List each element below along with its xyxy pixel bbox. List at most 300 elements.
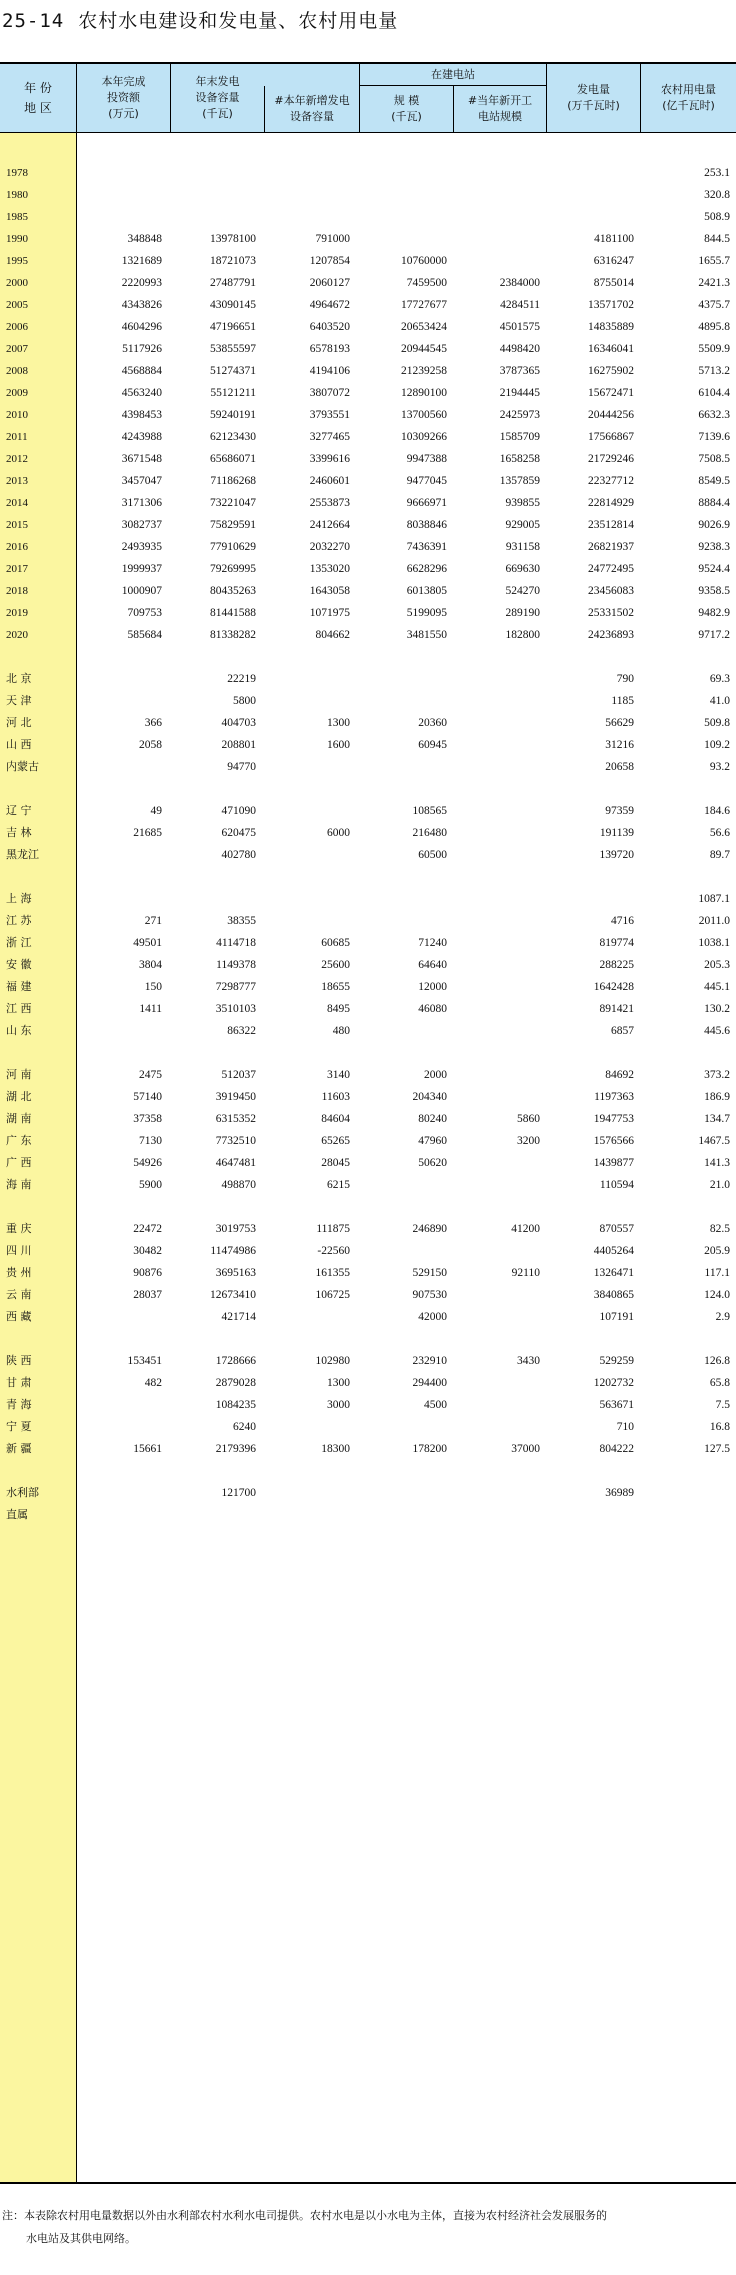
region-label: 湖 北 — [6, 1090, 32, 1103]
consumption-cell: 65.8 — [709, 1377, 730, 1389]
capacity-cell: 471090 — [221, 805, 256, 817]
consumption-cell: 9482.9 — [698, 607, 730, 619]
investment-cell: 4568884 — [121, 365, 162, 377]
capacity-cell: 2879028 — [215, 1377, 256, 1389]
region-row — [0, 844, 736, 866]
consumption-cell: 69.3 — [709, 673, 730, 685]
region-label: 福 建 — [6, 980, 32, 993]
year-label: 1985 — [6, 211, 28, 223]
investment-cell: 150 — [144, 981, 162, 993]
investment-cell: 3671548 — [121, 453, 162, 465]
capacity-new-cell: 804662 — [315, 629, 350, 641]
construction-scale-cell: 216480 — [412, 827, 447, 839]
header-divider — [170, 64, 171, 132]
investment-cell: 271 — [144, 915, 162, 927]
consumption-cell: 4375.7 — [698, 299, 730, 311]
generation-cell: 31216 — [605, 739, 634, 751]
header-divider — [546, 64, 547, 132]
investment-cell: 49 — [150, 805, 162, 817]
construction-new-cell: 2425973 — [499, 409, 540, 421]
capacity-cell: 620475 — [221, 827, 256, 839]
capacity-cell: 208801 — [221, 739, 256, 751]
header-consumption-line1: 农村用电量 — [661, 83, 716, 96]
capacity-new-cell: 1071975 — [309, 607, 350, 619]
capacity-cell: 512037 — [221, 1069, 256, 1081]
consumption-cell: 124.0 — [704, 1289, 730, 1301]
consumption-cell: 89.7 — [709, 849, 730, 861]
construction-scale-cell: 12890100 — [401, 387, 447, 399]
year-label: 2005 — [6, 299, 28, 311]
consumption-cell: 7508.5 — [698, 453, 730, 465]
region-label: 四 川 — [6, 1244, 32, 1257]
capacity-cell: 75829591 — [210, 519, 256, 531]
consumption-cell: 5713.2 — [698, 365, 730, 377]
header-generation-line2: (万千瓦时) — [567, 99, 620, 112]
capacity-new-cell: 1207854 — [309, 255, 350, 267]
region-label: 内蒙古 — [6, 760, 39, 773]
capacity-cell: 421714 — [221, 1311, 256, 1323]
region-row — [0, 1416, 736, 1438]
generation-cell: 8755014 — [593, 277, 634, 289]
year-label: 2014 — [6, 497, 28, 509]
consumption-cell: 9358.5 — [698, 585, 730, 597]
year-row — [0, 250, 736, 272]
header-capacity-line2: 设备容量 — [195, 91, 240, 104]
capacity-cell: 13978100 — [210, 233, 256, 245]
investment-cell: 54926 — [133, 1157, 162, 1169]
capacity-new-cell: 3807072 — [309, 387, 350, 399]
capacity-new-cell: 65265 — [321, 1135, 350, 1147]
year-label: 1995 — [6, 255, 28, 267]
construction-scale-cell: 246890 — [412, 1223, 447, 1235]
consumption-cell: 1467.5 — [698, 1135, 730, 1147]
table-number: 25-14 — [2, 10, 65, 32]
capacity-new-cell: 6215 — [327, 1179, 350, 1191]
generation-cell: 6857 — [611, 1025, 634, 1037]
consumption-cell: 109.2 — [704, 739, 730, 751]
capacity-new-cell: 2412664 — [309, 519, 350, 531]
investment-cell: 3171306 — [121, 497, 162, 509]
year-row — [0, 580, 736, 602]
generation-cell: 13571702 — [588, 299, 634, 311]
construction-new-cell: 41200 — [511, 1223, 540, 1235]
region-row — [0, 690, 736, 712]
investment-cell: 37358 — [133, 1113, 162, 1125]
header-region-line1: 年 份 — [24, 81, 52, 95]
region-row — [0, 1372, 736, 1394]
region-label: 广 西 — [6, 1156, 32, 1169]
consumption-cell: 8884.4 — [698, 497, 730, 509]
header-construction-group-label: 在建电站 — [431, 68, 475, 81]
year-label: 2020 — [6, 629, 28, 641]
capacity-cell: 7298777 — [215, 981, 256, 993]
capacity-new-cell: 3000 — [327, 1399, 350, 1411]
investment-cell: 2220993 — [121, 277, 162, 289]
generation-cell: 26821937 — [588, 541, 634, 553]
year-label: 1990 — [6, 233, 28, 245]
generation-cell: 1197363 — [594, 1091, 634, 1103]
region-row — [0, 976, 736, 998]
investment-cell: 90876 — [133, 1267, 162, 1279]
header-generation-line1: 发电量 — [577, 83, 610, 96]
investment-cell: 4604296 — [121, 321, 162, 333]
construction-scale-cell: 9666971 — [406, 497, 447, 509]
generation-cell: 16275902 — [588, 365, 634, 377]
capacity-cell: 59240191 — [210, 409, 256, 421]
region-label: 上 海 — [6, 892, 32, 905]
capacity-new-cell: 1353020 — [309, 563, 350, 575]
year-label: 2017 — [6, 563, 28, 575]
construction-scale-cell: 10309266 — [401, 431, 447, 443]
construction-scale-cell: 907530 — [412, 1289, 447, 1301]
generation-cell: 15672471 — [588, 387, 634, 399]
region-label: 甘 肃 — [6, 1376, 32, 1389]
construction-new-cell: 929005 — [505, 519, 540, 531]
generation-cell: 139720 — [599, 849, 634, 861]
investment-cell: 1000907 — [121, 585, 162, 597]
construction-scale-cell: 232910 — [412, 1355, 447, 1367]
region-label: 安 徽 — [6, 958, 32, 971]
year-label: 2019 — [6, 607, 28, 619]
header-construction-scale-line1: 规 模 — [393, 94, 420, 107]
year-label: 2015 — [6, 519, 28, 531]
year-row — [0, 492, 736, 514]
generation-cell: 1576566 — [593, 1135, 634, 1147]
investment-cell: 709753 — [127, 607, 162, 619]
region-label: 浙 江 — [6, 936, 32, 949]
generation-cell: 17566867 — [588, 431, 634, 443]
construction-scale-cell: 20653424 — [401, 321, 447, 333]
construction-scale-cell: 13700560 — [401, 409, 447, 421]
header-capacity-line1: 年末发电 — [195, 75, 240, 88]
capacity-cell: 1149378 — [216, 959, 256, 971]
year-row — [0, 602, 736, 624]
construction-new-cell: 931158 — [505, 541, 540, 553]
year-label: 1980 — [6, 189, 28, 201]
table-title — [2, 6, 398, 33]
capacity-new-cell: 18655 — [321, 981, 350, 993]
region-label: 河 南 — [6, 1068, 32, 1081]
capacity-cell: 81441588 — [210, 607, 256, 619]
year-row — [0, 558, 736, 580]
header-divider — [453, 86, 454, 132]
generation-cell: 288225 — [599, 959, 634, 971]
consumption-cell: 445.1 — [704, 981, 730, 993]
consumption-cell: 9238.3 — [698, 541, 730, 553]
header-capacity — [171, 64, 264, 132]
region-row — [0, 1306, 736, 1328]
year-row — [0, 338, 736, 360]
investment-cell: 2058 — [139, 739, 162, 751]
construction-scale-cell: 7436391 — [406, 541, 447, 553]
year-row — [0, 404, 736, 426]
generation-cell: 56629 — [605, 717, 634, 729]
capacity-new-cell: 25600 — [321, 959, 350, 971]
investment-cell: 5117926 — [122, 343, 162, 355]
header-capacity-new-line1: #本年新增发电 — [274, 94, 350, 107]
investment-cell: 153451 — [127, 1355, 162, 1367]
construction-scale-cell: 20360 — [418, 717, 447, 729]
consumption-cell: 186.9 — [704, 1091, 730, 1103]
region-label: 江 苏 — [6, 914, 32, 927]
year-label: 2007 — [6, 343, 28, 355]
region-row — [0, 756, 736, 778]
capacity-new-cell: 4964672 — [309, 299, 350, 311]
investment-cell: 4398453 — [121, 409, 162, 421]
construction-new-cell: 3787365 — [499, 365, 540, 377]
construction-new-cell: 182800 — [505, 629, 540, 641]
investment-cell: 7130 — [139, 1135, 162, 1147]
construction-scale-cell: 7459500 — [406, 277, 447, 289]
capacity-cell: 498870 — [221, 1179, 256, 1191]
consumption-cell: 1038.1 — [698, 937, 730, 949]
consumption-cell: 2.9 — [715, 1311, 730, 1323]
region-row — [0, 1218, 736, 1240]
year-label: 2011 — [6, 431, 28, 443]
year-label: 1978 — [6, 167, 28, 179]
year-row — [0, 514, 736, 536]
region-row — [0, 712, 736, 734]
year-row — [0, 536, 736, 558]
generation-cell: 4716 — [611, 915, 634, 927]
header-construction-new — [454, 86, 546, 132]
consumption-cell: 373.2 — [704, 1069, 730, 1081]
investment-cell: 482 — [144, 1377, 162, 1389]
generation-cell: 191139 — [599, 827, 634, 839]
region-label: 水利部 — [6, 1486, 39, 1499]
capacity-new-cell: 2060127 — [309, 277, 350, 289]
construction-new-cell: 37000 — [511, 1443, 540, 1455]
region-row — [0, 1438, 736, 1460]
generation-cell: 4181100 — [594, 233, 634, 245]
construction-scale-cell: 21239258 — [401, 365, 447, 377]
construction-scale-cell: 20944545 — [401, 343, 447, 355]
capacity-cell: 404703 — [221, 717, 256, 729]
capacity-cell: 43090145 — [210, 299, 256, 311]
consumption-cell: 117.1 — [704, 1267, 730, 1279]
header-construction-scale-line2: (千瓦) — [391, 110, 422, 123]
construction-scale-cell: 9477045 — [406, 475, 447, 487]
region-row — [0, 1130, 736, 1152]
region-label: 陕 西 — [6, 1354, 32, 1367]
region-row — [0, 1482, 736, 1504]
consumption-cell: 253.1 — [704, 167, 730, 179]
capacity-new-cell: 4194106 — [309, 365, 350, 377]
consumption-cell: 508.9 — [704, 211, 730, 223]
consumption-cell: 21.0 — [709, 1179, 730, 1191]
year-label: 2013 — [6, 475, 28, 487]
consumption-cell: 126.8 — [704, 1355, 730, 1367]
generation-cell: 529259 — [599, 1355, 634, 1367]
region-label: 河 北 — [6, 716, 32, 729]
generation-cell: 563671 — [599, 1399, 634, 1411]
construction-scale-cell: 6628296 — [406, 563, 447, 575]
consumption-cell: 184.6 — [704, 805, 730, 817]
capacity-cell: 81338282 — [210, 629, 256, 641]
construction-new-cell: 2384000 — [499, 277, 540, 289]
construction-new-cell: 4284511 — [500, 299, 540, 311]
generation-cell: 1326471 — [593, 1267, 634, 1279]
data-table — [0, 62, 736, 2184]
capacity-new-cell: 6000 — [327, 827, 350, 839]
region-label: 北 京 — [6, 672, 32, 685]
header-construction-scale — [360, 86, 453, 132]
investment-cell: 5900 — [139, 1179, 162, 1191]
header-divider-horizontal — [359, 85, 547, 86]
year-row — [0, 470, 736, 492]
capacity-new-cell: 161355 — [315, 1267, 350, 1279]
header-divider — [359, 64, 360, 132]
construction-scale-cell: 64640 — [418, 959, 447, 971]
construction-new-cell: 3430 — [517, 1355, 540, 1367]
year-label: 2018 — [6, 585, 28, 597]
consumption-cell: 130.2 — [704, 1003, 730, 1015]
construction-scale-cell: 2000 — [424, 1069, 447, 1081]
capacity-cell: 22219 — [227, 673, 256, 685]
generation-cell: 1439877 — [593, 1157, 634, 1169]
header-generation — [547, 64, 640, 132]
region-row — [0, 1262, 736, 1284]
construction-new-cell: 5860 — [517, 1113, 540, 1125]
construction-scale-cell: 12000 — [418, 981, 447, 993]
year-row — [0, 228, 736, 250]
construction-new-cell: 1658258 — [499, 453, 540, 465]
region-label: 山 西 — [6, 738, 32, 751]
capacity-cell: 3695163 — [215, 1267, 256, 1279]
consumption-cell: 205.3 — [704, 959, 730, 971]
investment-cell: 2493935 — [121, 541, 162, 553]
year-row — [0, 294, 736, 316]
generation-cell: 1202732 — [593, 1377, 634, 1389]
investment-cell: 22472 — [133, 1223, 162, 1235]
capacity-cell: 11474986 — [210, 1245, 256, 1257]
consumption-cell: 9026.9 — [698, 519, 730, 531]
footnote — [2, 2204, 732, 2250]
header-capacity-new-line2: 设备容量 — [290, 110, 334, 123]
consumption-cell: 8549.5 — [698, 475, 730, 487]
capacity-cell: 12673410 — [210, 1289, 256, 1301]
region-row — [0, 910, 736, 932]
investment-cell: 585684 — [127, 629, 162, 641]
consumption-cell: 9524.4 — [698, 563, 730, 575]
construction-scale-cell: 178200 — [412, 1443, 447, 1455]
year-row — [0, 448, 736, 470]
consumption-cell: 9717.2 — [698, 629, 730, 641]
consumption-cell: 93.2 — [709, 761, 730, 773]
header-consumption — [641, 64, 736, 132]
generation-cell: 97359 — [605, 805, 634, 817]
construction-scale-cell: 108565 — [412, 805, 447, 817]
capacity-cell: 86322 — [227, 1025, 256, 1037]
investment-cell: 28037 — [133, 1289, 162, 1301]
footnote-line1: 注：本表除农村用电量数据以外由水利部农村水利水电司提供。农村水电是以小水电为主体，直接为农村经济社会发展服务的 — [2, 2209, 607, 2222]
capacity-cell: 94770 — [227, 761, 256, 773]
year-row — [0, 360, 736, 382]
capacity-cell: 1728666 — [215, 1355, 256, 1367]
construction-scale-cell: 60500 — [418, 849, 447, 861]
region-row — [0, 1504, 736, 1526]
capacity-new-cell: 1600 — [327, 739, 350, 751]
investment-cell: 1321689 — [121, 255, 162, 267]
construction-new-cell: 669630 — [505, 563, 540, 575]
capacity-cell: 51274371 — [210, 365, 256, 377]
year-label: 2009 — [6, 387, 28, 399]
construction-new-cell: 4501575 — [499, 321, 540, 333]
generation-cell: 25331502 — [588, 607, 634, 619]
capacity-cell: 27487791 — [210, 277, 256, 289]
capacity-new-cell: 3277465 — [309, 431, 350, 443]
consumption-cell: 7.5 — [715, 1399, 730, 1411]
capacity-cell: 65686071 — [210, 453, 256, 465]
region-label: 青 海 — [6, 1398, 32, 1411]
region-label: 广 东 — [6, 1134, 32, 1147]
generation-cell: 819774 — [599, 937, 634, 949]
region-row — [0, 1086, 736, 1108]
investment-cell: 49501 — [133, 937, 162, 949]
region-label: 贵 州 — [6, 1266, 32, 1279]
year-row — [0, 184, 736, 206]
capacity-cell: 6240 — [233, 1421, 256, 1433]
year-row — [0, 272, 736, 294]
capacity-new-cell: 2032270 — [309, 541, 350, 553]
capacity-new-cell: 3793551 — [309, 409, 350, 421]
consumption-cell: 2011.0 — [698, 915, 730, 927]
capacity-new-cell: 102980 — [315, 1355, 350, 1367]
header-investment-line2: 投资额 — [107, 91, 140, 104]
investment-cell: 4563240 — [121, 387, 162, 399]
header-divider — [76, 64, 77, 132]
capacity-cell: 73221047 — [210, 497, 256, 509]
consumption-cell: 1655.7 — [698, 255, 730, 267]
construction-scale-cell: 204340 — [412, 1091, 447, 1103]
construction-scale-cell: 60945 — [418, 739, 447, 751]
footnote-line2: 水电站及其供电网络。 — [26, 2232, 136, 2245]
capacity-new-cell: 2553873 — [309, 497, 350, 509]
region-label: 吉 林 — [6, 826, 32, 839]
capacity-new-cell: 8495 — [327, 1003, 350, 1015]
region-label: 西 藏 — [6, 1310, 32, 1323]
year-label: 2016 — [6, 541, 28, 553]
consumption-cell: 6632.3 — [698, 409, 730, 421]
header-capacity-line3: (千瓦) — [202, 107, 233, 120]
capacity-cell: 3919450 — [215, 1091, 256, 1103]
header-region — [0, 64, 76, 132]
generation-cell: 23456083 — [588, 585, 634, 597]
year-row — [0, 624, 736, 646]
region-row — [0, 734, 736, 756]
year-label: 2008 — [6, 365, 28, 377]
investment-cell: 57140 — [133, 1091, 162, 1103]
capacity-cell: 7732510 — [215, 1135, 256, 1147]
construction-scale-cell: 47960 — [418, 1135, 447, 1147]
header-investment — [77, 64, 170, 132]
construction-scale-cell: 5199095 — [406, 607, 447, 619]
region-row — [0, 954, 736, 976]
year-label: 2000 — [6, 277, 28, 289]
region-row — [0, 822, 736, 844]
generation-cell: 710 — [616, 1421, 634, 1433]
capacity-new-cell: 3399616 — [309, 453, 350, 465]
generation-cell: 24236893 — [588, 629, 634, 641]
year-row — [0, 316, 736, 338]
construction-new-cell: 524270 — [505, 585, 540, 597]
investment-cell: 348848 — [127, 233, 162, 245]
capacity-new-cell: 28045 — [321, 1157, 350, 1169]
generation-cell: 24772495 — [588, 563, 634, 575]
generation-cell: 20658 — [605, 761, 634, 773]
consumption-cell: 445.6 — [704, 1025, 730, 1037]
table-title-text: 农村水电建设和发电量、农村用电量 — [78, 10, 399, 32]
